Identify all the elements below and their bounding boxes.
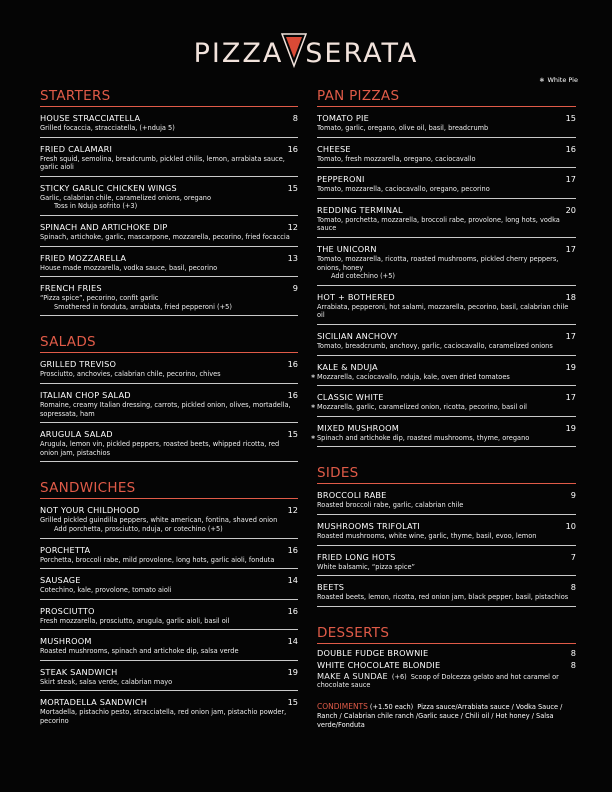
menu-item-name: NOT YOUR CHILDHOOD	[40, 505, 140, 516]
menu-item-price: 16	[287, 359, 298, 370]
menu-item-row	[40, 283, 298, 293]
menu-item-price: 17	[565, 330, 576, 341]
menu-item-description: Roasted beets, lemon, ricotta, red onion jam, black pepper, basil, pistachios	[317, 593, 569, 602]
menu-item-price: 12	[287, 221, 298, 232]
menu-item-addon: Smothered in fonduta, arrabiata, fried pepperoni (+5)	[54, 302, 232, 311]
menu-item	[40, 251, 298, 278]
menu-item-price: 14	[287, 636, 298, 647]
menu-item-description: Tomato, mozzarella, caciocavallo, oregano, pecorino	[317, 185, 490, 194]
condiments	[317, 702, 576, 730]
menu-item-row	[40, 505, 298, 515]
menu-item-description: Cotechino, kale, provolone, tomato aioli	[40, 586, 172, 595]
menu-item-row	[40, 144, 298, 154]
menu-item-row	[317, 331, 576, 341]
menu-item-price: 16	[565, 143, 576, 154]
menu-item-price: 17	[565, 174, 576, 185]
menu-item-description: Roasted broccoli rabe, garlic, calabrian chile	[317, 501, 464, 510]
menu-item-row	[317, 521, 576, 531]
section-title: SANDWICHES	[40, 480, 298, 499]
menu-item	[40, 220, 298, 247]
menu-item-description: Fresh mozzarella, prosciutto, arugula, garlic aioli, basil oil	[40, 616, 230, 625]
white-pie-star-icon: ✱	[311, 373, 316, 380]
menu-item-name: MIXED MUSHROOM	[317, 422, 400, 433]
menu-item-description: Mozzarella, garlic, caramelized onion, ricotta, pecorino, basil oil	[317, 403, 528, 412]
section-title: DESSERTS	[317, 625, 576, 644]
menu-item-price: 19	[565, 422, 576, 433]
left-column	[40, 88, 298, 728]
menu-item-row	[40, 429, 298, 439]
menu-item-description: Skirt steak, salsa verde, calabrian mayo	[40, 677, 173, 686]
menu-item-name: MUSHROOMS TRIFOLATI	[317, 520, 421, 531]
menu-item-description: Tomato, mozzarella, ricotta, roasted mushrooms, pickled cherry peppers, onions, honey	[317, 254, 559, 272]
menu-item-row	[317, 490, 576, 500]
menu-item-price: 9	[292, 283, 298, 294]
menu-item-name: ITALIAN CHOP SALAD	[40, 389, 131, 400]
menu-item-name: CLASSIC WHITE	[317, 392, 384, 403]
menu-item	[40, 281, 298, 316]
menu-item-addon: Add cotechino (+5)	[331, 272, 395, 281]
menu-item-row	[40, 253, 298, 263]
menu-item	[40, 573, 298, 600]
menu-item-row	[317, 205, 576, 215]
menu-item-row	[40, 606, 298, 616]
menu-item-name: THE UNICORN	[317, 243, 377, 254]
menu-item-row	[40, 390, 298, 400]
menu-item-row	[40, 697, 298, 707]
menu-section	[40, 480, 298, 725]
menu-item-price: 14	[287, 575, 298, 586]
menu-item-row	[317, 582, 576, 592]
white-pie-star-icon: ✱	[539, 77, 545, 84]
menu-item-description: Spinach and artichoke dip, roasted mushrooms, thyme, oregano	[317, 433, 530, 442]
menu-item-name: PEPPERONI	[317, 174, 365, 185]
menu-item-row	[317, 113, 576, 123]
menu-item	[40, 543, 298, 570]
menu-item	[317, 580, 576, 607]
menu-item-description: Tomato, fresh mozzarella, oregano, caciocavallo	[317, 154, 476, 163]
menu-item-description: Romaine, creamy Italian dressing, carrots, pickled onion, olives, mortadella, sopressata, ham	[40, 400, 291, 418]
menu-item-name: MUSHROOM	[40, 636, 92, 647]
menu-item-price: 16	[287, 143, 298, 154]
menu-item-row	[40, 113, 298, 123]
menu-item-name: CHEESE	[317, 143, 351, 154]
menu-section	[311, 88, 576, 447]
menu-item-price: 18	[565, 291, 576, 302]
menu-item-price: 15	[565, 113, 576, 123]
menu-item-row	[40, 359, 298, 369]
dessert-item	[317, 648, 576, 658]
menu-item-name: ARUGULA SALAD	[40, 429, 113, 440]
menu-item	[40, 388, 298, 423]
dessert-price: 8	[570, 647, 576, 658]
menu-item-description: Arrabiata, pepperoni, hot salami, mozzarella, pecorino, basil, calabrian chile oil	[317, 302, 569, 320]
menu-item	[317, 172, 576, 199]
menu-item-row	[40, 667, 298, 677]
menu-item-description: Mozzarella, caciocavallo, nduja, kale, oven dried tomatoes	[317, 372, 510, 381]
sundae-name: MAKE A SUNDAE	[317, 670, 388, 681]
logo-triangle-icon	[281, 30, 307, 68]
menu-item	[40, 695, 298, 725]
menu-item-row	[317, 292, 576, 302]
white-pie-legend-label: White Pie	[547, 76, 578, 84]
menu-item-name: STEAK SANDWICH	[40, 666, 118, 677]
menu-item-row	[40, 575, 298, 585]
menu-item-price: 17	[565, 392, 576, 403]
menu-item-row	[317, 174, 576, 184]
menu-item-name: PROSCIUTTO	[40, 605, 95, 616]
menu-item-name: HOT + BOTHERED	[317, 291, 395, 302]
logo	[0, 30, 612, 69]
dessert-price: 8	[570, 659, 576, 670]
menu-item-price: 16	[287, 389, 298, 400]
condiments-label: CONDIMENTS	[317, 701, 368, 711]
menu-item-description: Arugula, lemon vin, pickled peppers, roasted beets, whipped ricotta, red onion jam, pistachios	[40, 440, 280, 457]
section-title: PAN PIZZAS	[317, 88, 576, 107]
menu-item-addon: Toss in Nduja sofrito (+3)	[54, 202, 138, 211]
section-gap	[40, 466, 298, 480]
menu-item-price: 15	[287, 697, 298, 708]
menu-item	[317, 550, 576, 577]
menu-item-price: 16	[287, 605, 298, 616]
menu-item-name: BROCCOLI RABE	[317, 490, 387, 501]
menu-item	[311, 360, 576, 387]
menu-item-row	[317, 392, 576, 402]
menu-item-description: House made mozzarella, vodka sauce, basil, pecorino	[40, 263, 218, 272]
menu-item	[40, 181, 298, 216]
menu-item	[40, 665, 298, 692]
menu-item	[311, 421, 576, 448]
menu-section	[317, 465, 576, 606]
white-pie-star-icon: ✱	[311, 404, 316, 411]
menu-item-price: 8	[292, 113, 298, 123]
menu-item-description: Roasted mushrooms, white wine, garlic, thyme, basil, evoo, lemon	[317, 531, 537, 540]
menu-item	[317, 203, 576, 238]
menu-item-price: 10	[565, 520, 576, 531]
menu-item	[40, 634, 298, 661]
menu-item-name: MORTADELLA SANDWICH	[40, 697, 148, 708]
menu-item	[40, 357, 298, 384]
menu-item-description: “Pizza spice”, pecorino, confit garlic	[40, 294, 159, 303]
menu-item-row	[317, 362, 576, 372]
brand-name-right: SERATA	[305, 38, 419, 69]
menu-item-description: Porchetta, broccoli rabe, mild provolone, long hots, garlic aioli, fonduta	[40, 555, 275, 564]
menu-item-description: Tomato, garlic, oregano, olive oil, basil, breadcrumb	[317, 124, 489, 132]
menu-item-name: KALE & NDUJA	[317, 361, 378, 372]
white-pie-legend	[539, 76, 578, 84]
menu-item-description: Tomato, breadcrumb, anchovy, garlic, caciocavallo, caramelized onions	[317, 341, 553, 350]
menu-item	[317, 142, 576, 169]
menu-item	[40, 142, 298, 177]
menu-item	[311, 390, 576, 417]
right-column	[311, 88, 576, 730]
menu-item-row	[317, 144, 576, 154]
menu-item-description: Roasted mushrooms, spinach and artichoke dip, salsa verde	[40, 647, 239, 656]
menu-item-description: Grilled pickled guindilla peppers, white american, fontina, shaved onion	[40, 516, 278, 525]
menu-section	[40, 88, 298, 316]
menu-item	[40, 427, 298, 462]
menu-item	[317, 242, 576, 286]
menu-item-row	[317, 244, 576, 254]
menu-item	[317, 111, 576, 138]
menu-item-price: 16	[287, 544, 298, 555]
section-gap	[40, 320, 298, 334]
menu-item-price: 19	[565, 361, 576, 372]
menu-item	[40, 503, 298, 538]
section-title: SALADS	[40, 334, 298, 353]
menu-item-row	[317, 552, 576, 562]
menu-item-price: 15	[287, 182, 298, 193]
menu-item-description: Tomato, porchetta, mozzarella, broccoli rabe, provolone, long hots, vodka sauce	[317, 215, 560, 233]
menu-item	[317, 290, 576, 325]
sundae-description: Scoop of Dolcezza gelato and hot caramel or chocolate sauce	[317, 672, 559, 690]
menu-item	[317, 488, 576, 515]
menu-item	[317, 329, 576, 356]
menu-item-name: REDDING TERMINAL	[317, 204, 403, 215]
menu-item-price: 8	[570, 582, 576, 593]
menu-item-name: STICKY GARLIC CHICKEN WINGS	[40, 182, 177, 193]
menu-item-name: FRIED LONG HOTS	[317, 551, 396, 562]
menu-item-row	[317, 423, 576, 433]
menu-item-description: Spinach, artichoke, garlic, mascarpone, mozzarella, pecorino, fried focaccia	[40, 232, 290, 241]
menu-item-description: Fresh squid, semolina, breadcrumb, pickled chilis, lemon, arrabiata sauce, garlic aioli	[40, 154, 285, 172]
menu-item-price: 12	[287, 505, 298, 516]
menu-item-row	[40, 545, 298, 555]
menu-item-price: 20	[565, 204, 576, 215]
menu-item-name: TOMATO PIE	[317, 113, 370, 123]
menu-item-price: 9	[570, 490, 576, 501]
menu-item	[317, 519, 576, 546]
menu-item-description: White balsamic, “pizza spice”	[317, 562, 415, 571]
sundae-item	[317, 672, 576, 690]
menu-item-name: SPINACH AND ARTICHOKE DIP	[40, 221, 168, 232]
menu-section	[40, 334, 298, 462]
sundae-price: (+6)	[391, 672, 407, 681]
menu-item-description: Grilled focaccia, stracciatella, (+nduja 5)	[40, 124, 175, 132]
menu-item-name: FRIED MOZZARELLA	[40, 252, 127, 263]
menu-item-price: 15	[287, 429, 298, 440]
menu-item-price: 17	[565, 243, 576, 254]
dessert-item	[317, 660, 576, 670]
menu-item-name: SICILIAN ANCHOVY	[317, 330, 398, 341]
menu-item-description: Mortadella, pistachio pesto, stracciatella, red onion jam, pistachio powder, pecorino	[40, 708, 287, 726]
menu-item-price: 7	[570, 551, 576, 562]
menu-item-name: PORCHETTA	[40, 544, 91, 555]
menu-item-name: FRIED CALAMARI	[40, 143, 113, 154]
brand-name-left: PIZZA	[193, 38, 284, 69]
condiments-list: Pizza sauce/Arrabiata sauce / Vodka Sauce / Ranch / Calabrian chile ranch /Garlic sauce / Chili oil / Hot honey / Salsa verde/Fonduta	[317, 702, 563, 729]
section-gap	[317, 451, 576, 465]
menu-item-name: SAUSAGE	[40, 575, 81, 586]
menu-item-name: FRENCH FRIES	[40, 283, 102, 294]
menu-item-name: BEETS	[317, 582, 345, 593]
section-title: STARTERS	[40, 88, 298, 107]
section-gap	[317, 611, 576, 625]
menu-item-description: Garlic, calabrian chile, caramelized onions, oregano	[40, 193, 211, 202]
menu-item-price: 19	[287, 666, 298, 677]
white-pie-star-icon: ✱	[311, 434, 316, 441]
menu-item-description: Prosciutto, anchovies, calabrian chile, pecorino, chives	[40, 370, 221, 379]
dessert-name: WHITE CHOCOLATE BLONDIE	[317, 659, 441, 670]
section-title: SIDES	[317, 465, 576, 484]
menu-item	[40, 604, 298, 631]
menu-item-name: GRILLED TREVISO	[40, 359, 117, 370]
dessert-name: DOUBLE FUDGE BROWNIE	[317, 647, 429, 658]
menu-item	[40, 111, 298, 138]
menu-item-addon: Add porchetta, prosciutto, nduja, or cotechino (+5)	[54, 524, 223, 533]
menu-item-price: 13	[287, 252, 298, 263]
desserts-section	[317, 625, 576, 730]
menu-item-row	[40, 222, 298, 232]
menu-item-name: HOUSE STRACCIATELLA	[40, 113, 141, 123]
condiments-price: (+1.50 each)	[369, 702, 414, 711]
menu-item-row	[40, 183, 298, 193]
menu-item-row	[40, 636, 298, 646]
